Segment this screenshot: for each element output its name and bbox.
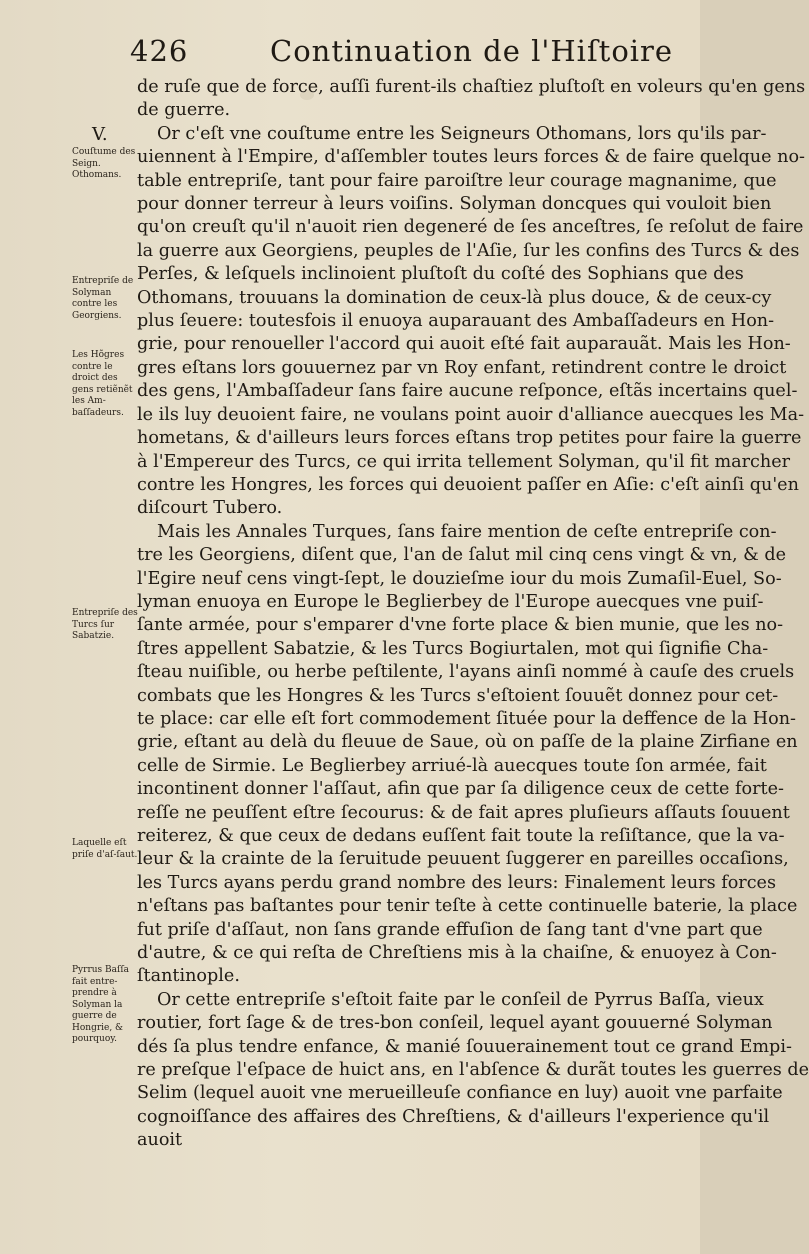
text-line: la guerre aux Georgiens, peuples de l'Aſie, ſur les confins des Turcs & des (137, 240, 800, 261)
text-line: ſtantinople. (137, 966, 240, 987)
margin-note: Pyrrus Baſſa fait entre-prendre à Solyman la guerre de Hongrie, & pourquoy. (72, 965, 130, 1044)
text-line: grie, eſtant au delà du fleuue de Saue, où on paſſe de la plaine Zirfiane en (137, 732, 798, 753)
text-line: routier, fort ſage & de tres-bon conſeil, lequel ayant gouuerné Solyman (137, 1013, 773, 1034)
text-line: reſſe ne peuſſent eſtre ſecourus: & de fait apres pluſieurs aſſauts ſouuent (137, 802, 790, 823)
text-line: leur & la crainte de la ſeruitude peuuent ſuggerer en pareilles occaſions, (137, 849, 789, 870)
page-header (130, 34, 690, 74)
text-line: te place: car elle eſt fort commodement ſituée pour la deffence de la Hon- (137, 708, 797, 729)
text-line: ſante armée, pour s'emparer d'vne forte place & bien munie, que les no- (137, 615, 784, 636)
text-line: uiennent à l'Empire, d'aſſembler toutes leurs forces & de faire quelque no- (137, 147, 805, 168)
text-line: à l'Empereur des Turcs, ce qui irrita tellement Solyman, qu'il fit marcher (137, 451, 791, 472)
text-line: le ils luy deuoient faire, ne voulans point auoir d'alliance auecques les Ma- (137, 404, 805, 425)
paragraph (137, 123, 805, 521)
margin-note: Couſtume des Seign. Othomans. (72, 147, 136, 180)
text-line: hometans, & d'ailleurs leurs forces eſtans trop petites pour faire la guerre (137, 428, 802, 449)
text-line: re preſque l'eſpace de huict ans, en l'abſence & durãt toutes les guerres de (137, 1060, 809, 1081)
text-line: des gens, l'Ambaſſadeur ſans faire aucune reſponce, eſtãs incertains quel- (137, 381, 798, 402)
paragraph (137, 521, 798, 989)
margin-note: Entrepriſe des Turcs ſur Sabatzie. (72, 608, 138, 641)
page-number: 426 (130, 34, 189, 68)
paragraph (137, 989, 809, 1153)
text-line: qu'on creuſt qu'il n'auoit rien degeneré de ſes anceſtres, ſe reſolut de faire (137, 217, 804, 238)
text-line: ſteau nuiſible, ou herbe peſtilente, l'ayans ainſi nommé à cauſe des cruels (137, 662, 795, 683)
text-line: grie, pour renoueller l'accord qui auoit eſté fait auparauãt. Mais les Hon- (137, 334, 791, 355)
running-title: Continuation de l'Hiſtoire (270, 34, 674, 68)
text-line: Or cette entrepriſe s'eſtoit faite par le conſeil de Pyrrus Baſſa, vieux (157, 989, 764, 1010)
text-line: celle de Sirmie. Le Beglierbey arriué-là auecques toute ſon armée, fait (137, 755, 767, 776)
text-line: lyman enuoya en Europe le Beglierbey de l'Europe auecques vne puiſ- (137, 591, 764, 612)
text-line: l'Egire neuf cens vingt-ſept, le douzieſme iour du mois Zumaſil-Euel, So- (137, 568, 782, 589)
text-line: Othomans, trouuans la domination de ceux-là plus douce, & de ceux-cy (137, 287, 772, 308)
margin-note: Les Hõgres contre le droict des gens retiẽnẽt les Am-baſſadeurs. (72, 350, 133, 418)
text-line: ſtres appellent Sabatzie, & les Turcs Bogiurtalen, mot qui ſignifie Cha- (137, 638, 769, 659)
text-line: Or c'eſt vne couſtume entre les Seigneurs Othomans, lors qu'ils par- (157, 123, 767, 144)
text-line: cognoiſſance des affaires des Chreſtiens, & d'ailleurs l'experience qu'il (137, 1106, 770, 1127)
text-line: gres eſtans lors gouuernez par vn Roy enfant, retindrent contre le droict (137, 357, 787, 378)
text-line: pour donner terreur à leurs voiſins. Solyman doncques qui vouloit bien (137, 194, 772, 215)
text-line: diſcourt Tubero. (137, 498, 283, 519)
text-line: contre les Hongres, les forces qui deuoient paſſer en Aſie: c'eſt ainſi qu'en (137, 474, 799, 495)
text-line: les Turcs ayans perdu grand nombre des leurs: Finalement leurs forces (137, 872, 777, 893)
text-line: d'autre, & ce qui reſta de Chreſtiens mis à la chaiſne, & enuoyez à Con- (137, 943, 777, 964)
text-line: auoit (137, 1130, 183, 1151)
text-line: dés ſa plus tendre enfance, & manié ſouuerainement tout ce grand Empi- (137, 1036, 792, 1057)
text-line: Mais les Annales Turques, ſans faire mention de ceſte entrepriſe con- (157, 521, 777, 542)
text-line: Selim (lequel auoit vne merueilleuſe confiance en luy) auoit vne parfaite (137, 1083, 783, 1104)
text-line: Perſes, & leſquels inclinoient pluſtoſt du coſté des Sophians que des (137, 264, 744, 285)
text-line: reiterez, & que ceux de dedans euſſent fait toute la reſiſtance, que la va- (137, 826, 785, 846)
text-line: tre les Georgiens, diſent que, l'an de ſalut mil cinq cens vingt & vn, & de (137, 545, 787, 566)
body-text (137, 76, 809, 1153)
text-line: incontinent donner l'aſſaut, afin que par ſa diligence ceux de cette forte- (137, 779, 784, 800)
text-line: table entrepriſe, tant pour faire paroiſtre leur courage magnanime, que (137, 170, 777, 191)
section-number: V. (92, 124, 108, 145)
paragraph (137, 76, 806, 123)
text-line: de guerre. (137, 100, 231, 121)
text-line: fut priſe d'aſſaut, non ſans grande effuſion de ſang tant d'vne part que (137, 919, 763, 940)
margin-note: Entrepriſe de Solyman contre les Georgiens. (72, 276, 134, 321)
text-line: de ruſe que de force, auſſi furent-ils chaſtiez pluſtoſt en voleurs qu'en gens (137, 77, 806, 97)
text-line: n'eſtans pas baſtantes pour tenir teſte à cette continuelle baterie, la place (137, 896, 798, 917)
text-line: plus ſeuere: toutesfois il enuoya auparauant des Ambaſſadeurs en Hon- (137, 311, 775, 332)
margin-note: Laquelle eſt priſe d'aſ-ſaut. (72, 838, 138, 860)
text-line: combats que les Hongres & les Turcs s'eſtoient ſouuẽt donnez pour cet- (137, 685, 779, 706)
